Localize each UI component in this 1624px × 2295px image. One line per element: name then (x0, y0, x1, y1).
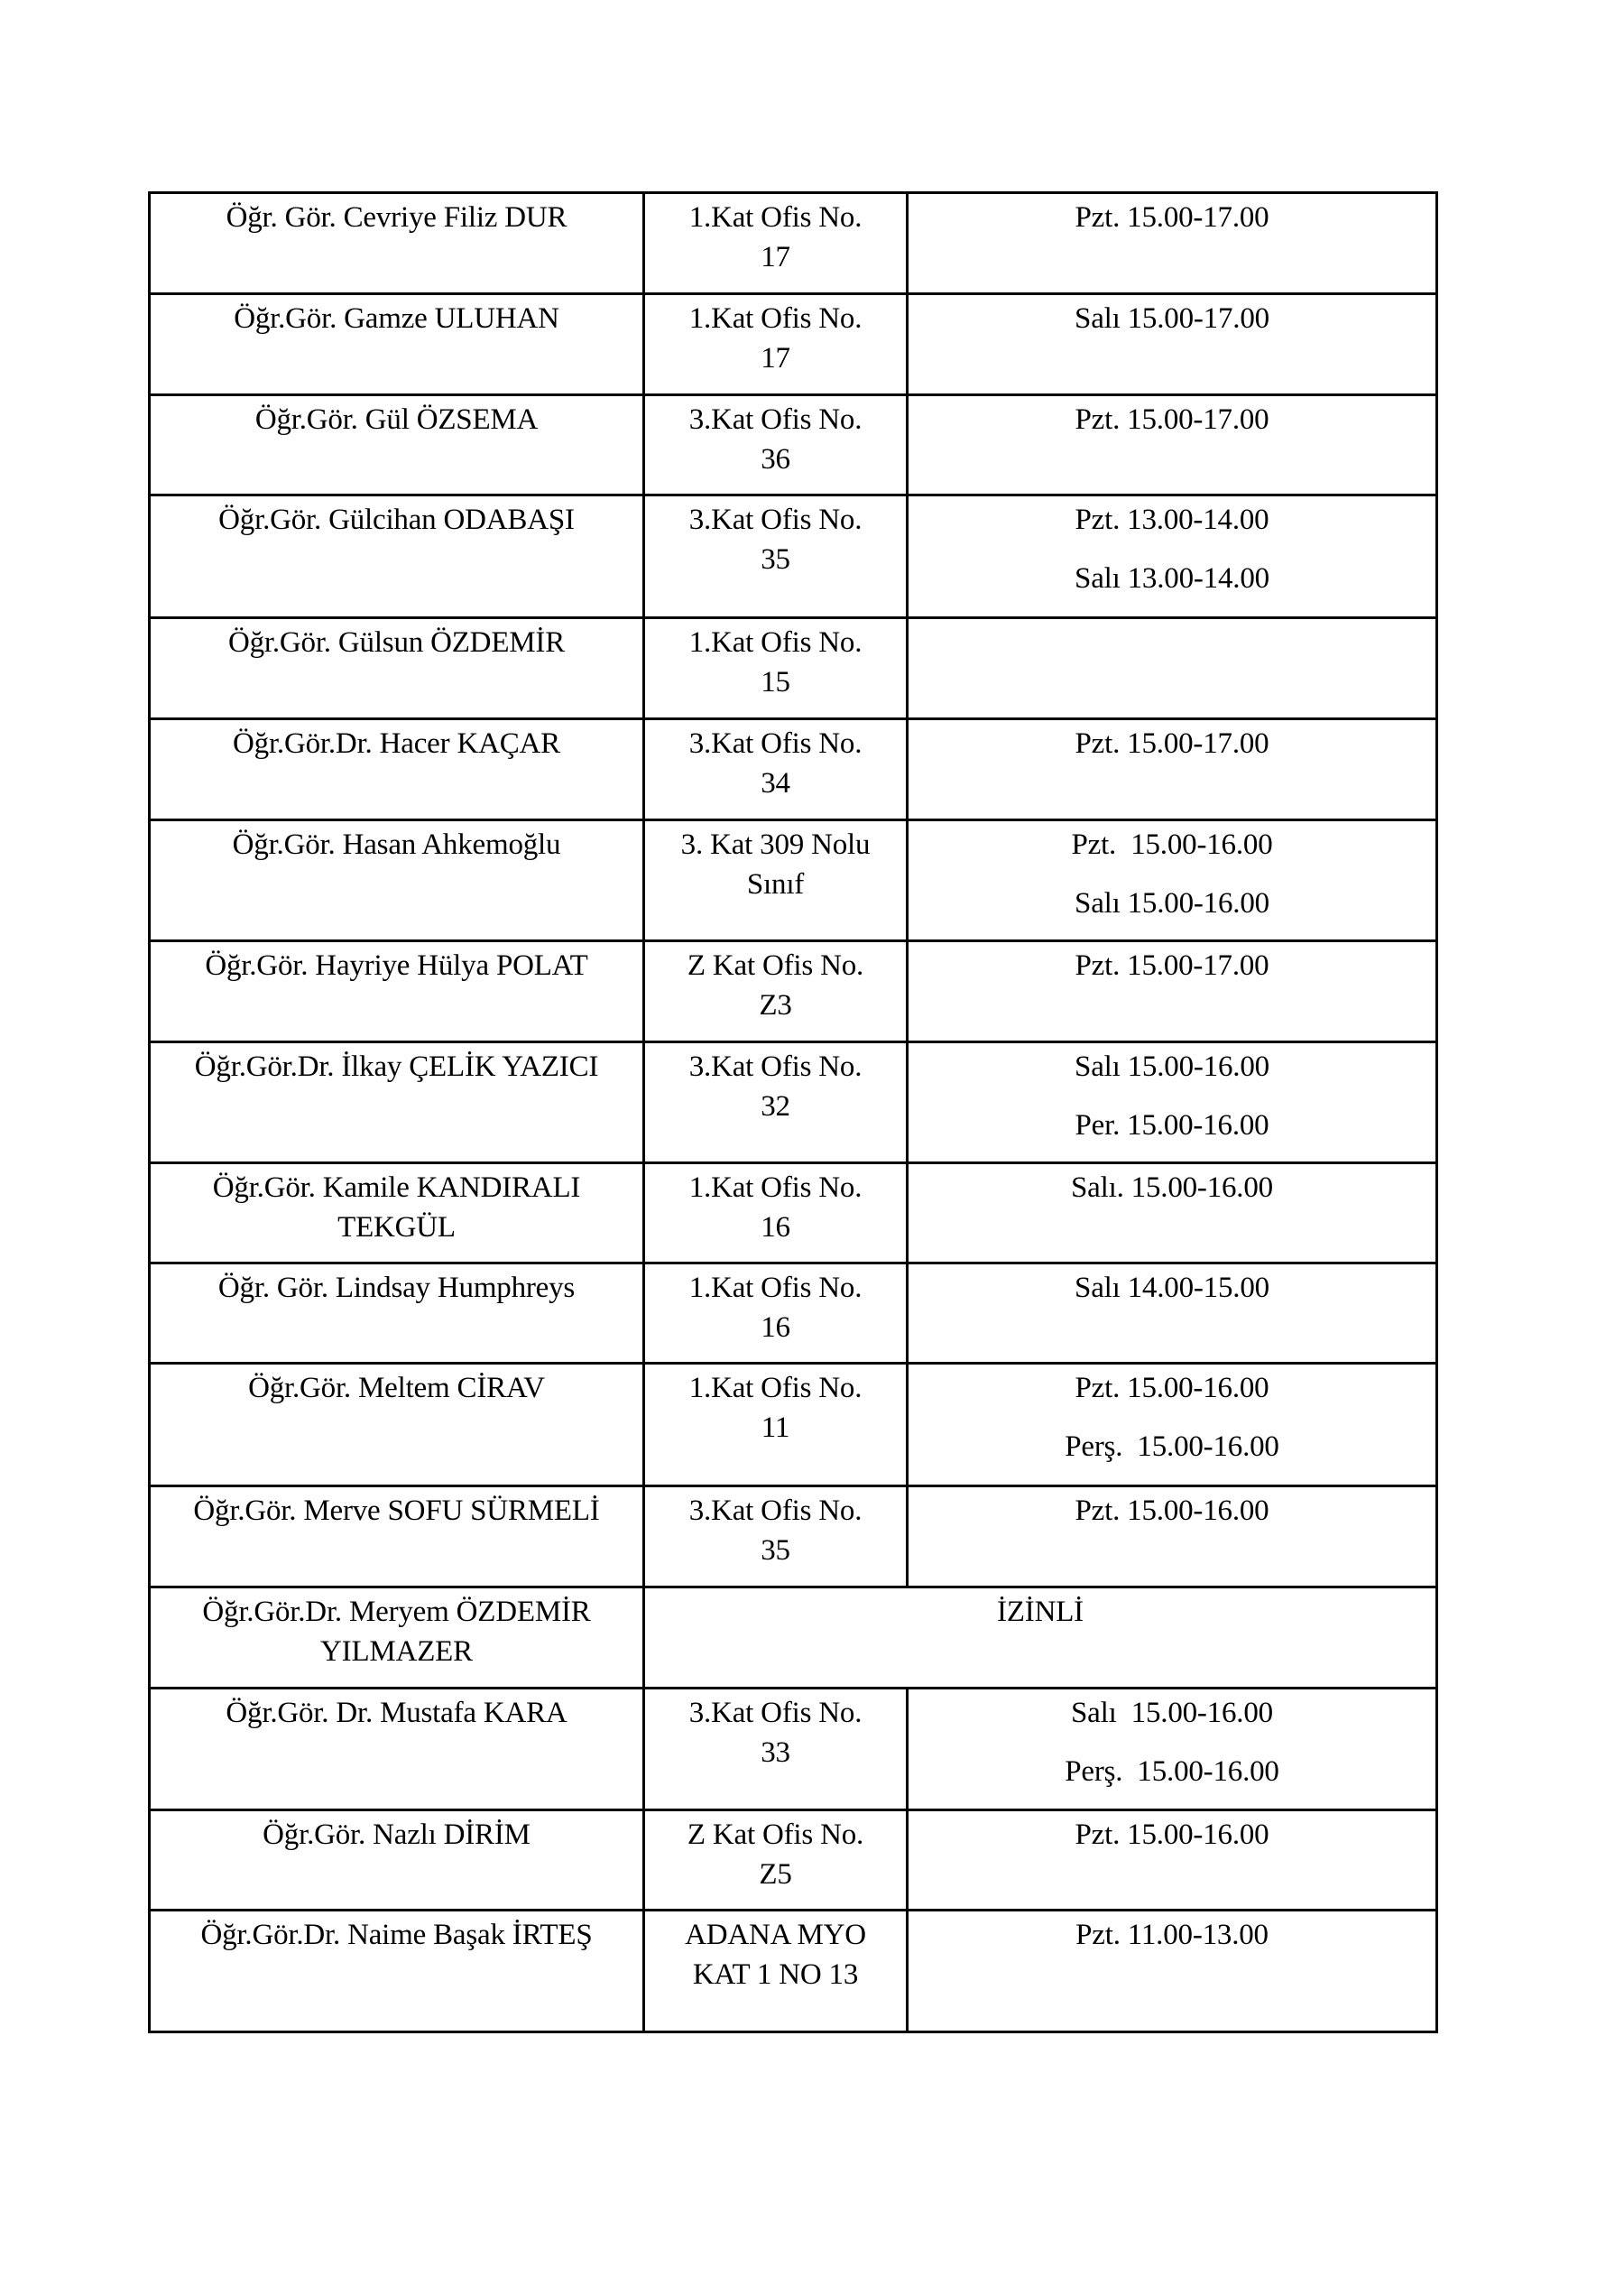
office-location: Z Kat Ofis No. Z3 (687, 949, 864, 1022)
office-cell (644, 193, 908, 294)
office-hour-slot: Salı 13.00-14.00 (1075, 562, 1269, 595)
office-location: 1.Kat Ofis No. 11 (688, 1372, 863, 1444)
instructor-name: Öğr.Gör. Gamze ULUHAN (234, 302, 559, 335)
office-cell (644, 395, 908, 495)
instructor-name: Öğr. Gör. Cevriye Filiz DUR (226, 201, 567, 234)
office-hour-slot: Pzt. 15.00-16.00 (1075, 1495, 1269, 1527)
table-row (150, 193, 1437, 294)
office-cell (644, 820, 908, 941)
office-hour-slot: Pzt. 11.00-13.00 (1075, 1919, 1269, 1951)
hours-cell (908, 1163, 1437, 1263)
office-hour-slot: Pzt. 15.00-17.00 (1075, 403, 1269, 436)
hours-cell (908, 719, 1437, 820)
instructor-name: Öğr.Gör. Meltem CİRAV (248, 1372, 545, 1404)
hours-cell (908, 1689, 1437, 1810)
instructor-name: Öğr.Gör. Gülcihan ODABAŞI (218, 504, 575, 536)
office-hour-slot: Pzt. 15.00-16.00 (1075, 1818, 1269, 1851)
name-cell (150, 941, 644, 1042)
office-hours-table (148, 191, 1438, 2033)
office-cell (644, 618, 908, 719)
hours-cell (908, 941, 1437, 1042)
name-cell (150, 1263, 644, 1364)
office-hour-slot: Pzt. 15.00-17.00 (1075, 727, 1269, 760)
office-hour-slot: Pzt. 15.00-16.00 (1071, 828, 1273, 861)
office-hour-slot: Perş. 15.00-16.00 (1065, 1755, 1279, 1788)
office-hour-slot: Salı. 15.00-16.00 (1071, 1171, 1273, 1204)
office-hour-slot: Salı 15.00-17.00 (1075, 302, 1269, 335)
instructor-name: Öğr.Gör. Hasan Ahkemoğlu (232, 828, 561, 861)
name-cell (150, 1163, 644, 1263)
office-location: 3.Kat Ofis No. 34 (688, 727, 863, 800)
office-cell (644, 1364, 908, 1486)
office-cell (644, 1911, 908, 2032)
office-cell (644, 1263, 908, 1364)
instructor-name: Öğr.Gör. Merve SOFU SÜRMELİ (193, 1495, 600, 1527)
hours-cell (908, 1810, 1437, 1911)
name-cell (150, 618, 644, 719)
office-location: Z Kat Ofis No. Z5 (687, 1818, 864, 1891)
table-row (150, 1486, 1437, 1587)
table-row (150, 1689, 1437, 1810)
office-cell (644, 941, 908, 1042)
table-row (150, 1042, 1437, 1163)
instructor-name: Öğr. Gör. Lindsay Humphreys (217, 1272, 576, 1304)
name-cell (150, 719, 644, 820)
office-hour-slot: Salı 15.00-16.00 (1075, 887, 1269, 920)
hours-cell (908, 395, 1437, 495)
table-row (150, 941, 1437, 1042)
table-row (150, 294, 1437, 395)
office-hour-slot: Pzt. 15.00-17.00 (1075, 949, 1269, 982)
name-cell (150, 1689, 644, 1810)
instructor-name: Öğr.Gör. Dr. Mustafa KARA (226, 1697, 567, 1729)
office-hour-slot: Pzt. 15.00-17.00 (1075, 201, 1269, 234)
office-cell (644, 1689, 908, 1810)
hours-cell (908, 495, 1437, 618)
table-row (150, 1810, 1437, 1911)
office-location: 1.Kat Ofis No. 15 (688, 626, 863, 699)
name-cell (150, 294, 644, 395)
table-row (150, 395, 1437, 495)
instructor-name: Öğr.Gör. Gülsun ÖZDEMİR (227, 626, 566, 659)
office-cell (644, 1042, 908, 1163)
name-cell (150, 1486, 644, 1587)
table-body (150, 193, 1437, 2032)
table-row (150, 1364, 1437, 1486)
table-row (150, 1163, 1437, 1263)
office-hour-slot: Per. 15.00-16.00 (1075, 1109, 1269, 1142)
hours-cell (908, 820, 1437, 941)
name-cell (150, 395, 644, 495)
table-row (150, 719, 1437, 820)
office-cell (644, 1810, 908, 1911)
table-row (150, 1263, 1437, 1364)
instructor-name: Öğr.Gör.Dr. İlkay ÇELİK YAZICI (194, 1050, 599, 1083)
office-hour-slot: Salı 15.00-16.00 (1075, 1050, 1269, 1083)
hours-cell (908, 1042, 1437, 1163)
hours-cell (908, 1911, 1437, 2032)
table-row (150, 1587, 1437, 1689)
office-cell (644, 1163, 908, 1263)
office-hour-slot: Salı 14.00-15.00 (1075, 1272, 1269, 1304)
table-row (150, 495, 1437, 618)
instructor-name: Öğr.Gör. Nazlı DİRİM (263, 1818, 531, 1851)
table-row (150, 1911, 1437, 2032)
office-hour-slot: Perş. 15.00-16.00 (1065, 1430, 1279, 1463)
office-hour-slot: Pzt. 13.00-14.00 (1075, 504, 1269, 536)
instructor-name: Öğr.Gör.Dr. Meryem ÖZDEMİR YILMAZER (202, 1596, 591, 1668)
table-row (150, 618, 1437, 719)
hours-cell (908, 294, 1437, 395)
hours-cell (908, 1486, 1437, 1587)
office-location: 1.Kat Ofis No. 17 (688, 302, 863, 375)
office-location: 1.Kat Ofis No. 17 (688, 201, 863, 273)
instructor-name: Öğr.Gör.Dr. Hacer KAÇAR (233, 727, 560, 760)
office-cell (644, 294, 908, 395)
status-cell (644, 1587, 1437, 1689)
office-hour-slot: Salı 15.00-16.00 (1071, 1697, 1273, 1729)
office-location: 3. Kat 309 Nolu Sınıf (680, 828, 871, 901)
name-cell (150, 820, 644, 941)
office-location: 1.Kat Ofis No. 16 (688, 1171, 863, 1244)
office-cell (644, 719, 908, 820)
office-location: 3.Kat Ofis No. 35 (688, 1495, 863, 1567)
office-location: 3.Kat Ofis No. 35 (688, 504, 863, 576)
name-cell (150, 1911, 644, 2032)
office-location: ADANA MYO KAT 1 NO 13 (685, 1919, 866, 1991)
name-cell (150, 1042, 644, 1163)
name-cell (150, 495, 644, 618)
hours-cell (908, 618, 1437, 719)
office-cell (644, 1486, 908, 1587)
office-location: 3.Kat Ofis No. 32 (688, 1050, 863, 1123)
name-cell (150, 1810, 644, 1911)
instructor-name: Öğr.Gör. Hayriye Hülya POLAT (205, 949, 588, 982)
table-row (150, 820, 1437, 941)
instructor-name: Öğr.Gör. Gül ÖZSEMA (254, 403, 539, 436)
instructor-name: Öğr.Gör. Kamile KANDIRALI TEKGÜL (212, 1171, 581, 1244)
name-cell (150, 1587, 644, 1689)
leave-status: İZİNLİ (997, 1596, 1084, 1628)
hours-cell (908, 1364, 1437, 1486)
office-location: 1.Kat Ofis No. 16 (688, 1272, 863, 1344)
name-cell (150, 1364, 644, 1486)
office-hour-slot: Pzt. 15.00-16.00 (1075, 1372, 1269, 1404)
office-location: 3.Kat Ofis No. 33 (688, 1697, 863, 1769)
name-cell (150, 193, 644, 294)
instructor-name: Öğr.Gör.Dr. Naime Başak İRTEŞ (200, 1919, 593, 1951)
hours-cell (908, 1263, 1437, 1364)
hours-cell (908, 193, 1437, 294)
office-location: 3.Kat Ofis No. 36 (688, 403, 863, 476)
office-cell (644, 495, 908, 618)
